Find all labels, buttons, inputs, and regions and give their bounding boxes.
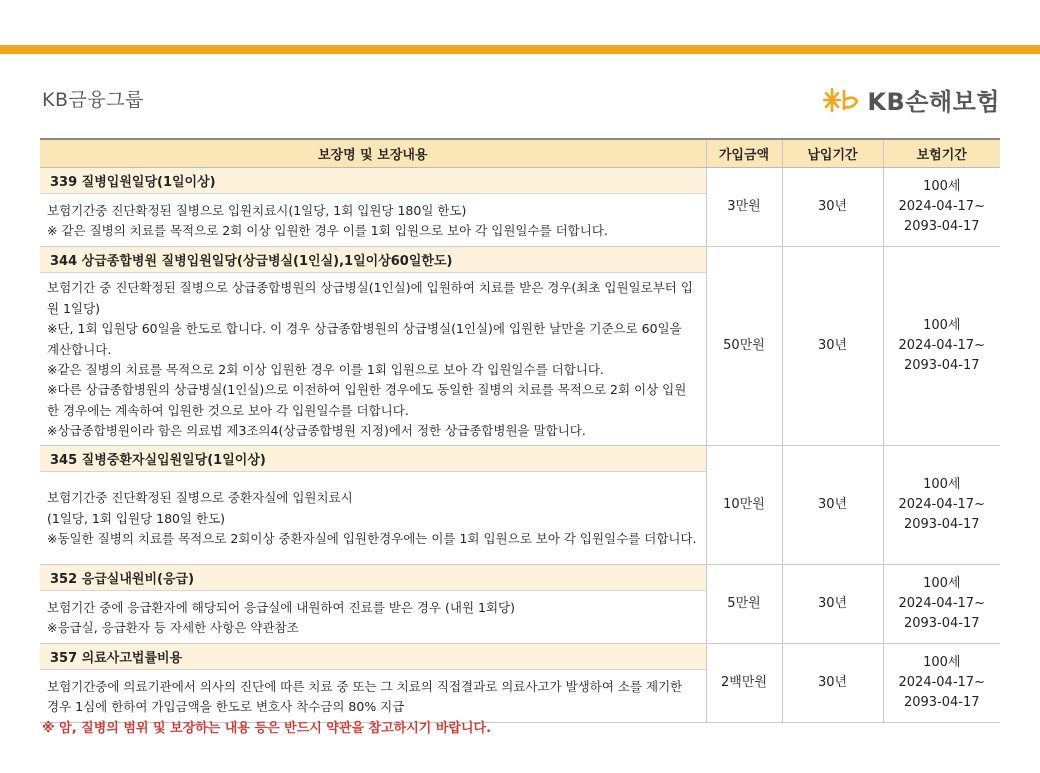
amount-cell: 5만원 xyxy=(706,565,782,644)
desc-line: 보험기간중 진단확정된 질병으로 중환자실에 입원치료시 xyxy=(47,490,353,506)
desc-line: ※응급실, 응급환자 등 자세한 사항은 약관참조 xyxy=(47,620,299,635)
term-age: 100세 xyxy=(923,477,961,492)
term-end: 2093-04-17 xyxy=(903,616,980,631)
term-end: 2093-04-17 xyxy=(903,219,980,234)
coverage-title: 357 의료사고법률비용 xyxy=(40,644,706,670)
term-start: 2024-04-17~ xyxy=(898,497,985,512)
desc-line: 보험기간중 진단확정된 질병으로 입원치료시(1일당, 1회 입원당 180일 한도) xyxy=(47,202,467,218)
coverage-table xyxy=(40,138,1000,723)
coverage-description xyxy=(40,273,706,446)
table-row xyxy=(40,644,1000,670)
desc-line: 보험기간중에 의료기관에서 의사의 진단에 따른 치료 중 또는 그 치료의 직접결과로 의료사고가 발생하여 소를 제기한 경우 1심에 한하여 가입금액을 한도로 변호사 착수금의 80% 지급 xyxy=(47,678,683,714)
coverage-title: 344 상급종합병원 질병입원일당(상급병실(1인실),1일이상60일한도) xyxy=(40,247,706,273)
term-start: 2024-04-17~ xyxy=(898,199,985,214)
desc-line: ※다른 상급종합병원의 상급병실(1인실)으로 이전하여 입원한 경우에도 동일한 질병의 치료를 목적으로 2회 이상 입원한 경우에는 계속하여 입원한 것으로 보아 각 입원일수를 더합니다. xyxy=(47,382,687,418)
desc-line: ※ 같은 질병의 치료를 목적으로 2회 이상 입원한 경우 이를 1회 입원으로 보아 각 입원일수를 더합니다. xyxy=(47,223,608,238)
amount-cell: 50만원 xyxy=(706,247,782,446)
table-row xyxy=(40,168,1000,194)
insurer-name: KB손해보험 xyxy=(867,88,1000,116)
coverage-title: 352 응급실내원비(응급) xyxy=(40,565,706,591)
amount-cell: 2백만원 xyxy=(706,644,782,723)
table-row xyxy=(40,247,1000,273)
kb-star-icon xyxy=(823,87,861,113)
desc-line: ※단, 1회 입원당 60일을 한도로 합니다. 이 경우 상급종합병원의 상급병실(1인실)에 입원한 날만을 기준으로 60일을 계산합니다. xyxy=(47,321,682,357)
insurance-period-cell xyxy=(883,168,1000,247)
coverage-description xyxy=(40,472,706,565)
term-age: 100세 xyxy=(923,179,961,194)
term-age: 100세 xyxy=(923,655,961,670)
col-header-payment-period: 납입기간 xyxy=(782,139,883,168)
desc-line: 보험기간 중에 응급환자에 해당되어 응급실에 내원하여 진료를 받은 경우 (내원 1회당) xyxy=(47,599,515,615)
term-age: 100세 xyxy=(923,576,961,591)
term-age: 100세 xyxy=(923,318,961,333)
coverage-description xyxy=(40,670,706,723)
term-start: 2024-04-17~ xyxy=(898,338,985,353)
desc-line: ※동일한 질병의 치료를 목적으로 2회이상 중환자실에 입원한경우에는 이를 1회 입원으로 보아 각 입원일수를 더합니다. xyxy=(47,531,697,547)
desc-line: ※같은 질병의 치료를 목적으로 2회 이상 입원한 경우 이를 1회 입원으로 보아 각 입원일수를 더합니다. xyxy=(47,362,604,377)
payment-period-cell: 30년 xyxy=(782,247,883,446)
payment-period-cell: 30년 xyxy=(782,565,883,644)
table-row xyxy=(40,446,1000,472)
coverage-description xyxy=(40,591,706,644)
term-start: 2024-04-17~ xyxy=(898,675,985,690)
col-header-amount: 가입금액 xyxy=(706,139,782,168)
term-start: 2024-04-17~ xyxy=(898,596,985,611)
payment-period-cell: 30년 xyxy=(782,168,883,247)
coverage-title: 339 질병입원일당(1일이상) xyxy=(40,168,706,194)
payment-period-cell: 30년 xyxy=(782,644,883,723)
desc-line: ※상급종합병원이라 함은 의료법 제3조의4(상급종합병원 지정)에서 정한 상급종합병원을 말합니다. xyxy=(47,423,586,439)
insurance-period-cell xyxy=(883,446,1000,565)
payment-period-cell: 30년 xyxy=(782,446,883,565)
insurance-period-cell xyxy=(883,644,1000,723)
amount-cell: 10만원 xyxy=(706,446,782,565)
term-end: 2093-04-17 xyxy=(903,695,980,710)
top-accent-bar xyxy=(0,45,1040,54)
term-end: 2093-04-17 xyxy=(903,517,980,532)
table-row xyxy=(40,565,1000,591)
desc-line: (1일당, 1회 입원당 180일 한도) xyxy=(47,510,226,526)
col-header-insurance-period: 보험기간 xyxy=(883,139,1000,168)
coverage-description xyxy=(40,194,706,247)
desc-line: 보험기간 중 진단확정된 질병으로 상급종합병원의 상급병실(1인실)에 입원하여 치료를 받은 경우(최초 입원일로부터 입원 1일당) xyxy=(47,280,693,316)
insurance-period-cell xyxy=(883,247,1000,446)
amount-cell: 3만원 xyxy=(706,168,782,247)
col-header-coverage: 보장명 및 보장내용 xyxy=(40,139,706,168)
kb-financial-group-logo: KB금융그룹 xyxy=(42,89,144,111)
kb-insurance-logo xyxy=(823,82,1000,117)
term-end: 2093-04-17 xyxy=(903,358,980,373)
coverage-title: 345 질병중환자실입원일당(1일이상) xyxy=(40,446,706,472)
insurance-period-cell xyxy=(883,565,1000,644)
table-header-row xyxy=(40,139,1000,168)
terms-notice: ※ 암, 질병의 범위 및 보장하는 내용 등은 반드시 약관을 참고하시기 바랍니다. xyxy=(42,721,492,736)
